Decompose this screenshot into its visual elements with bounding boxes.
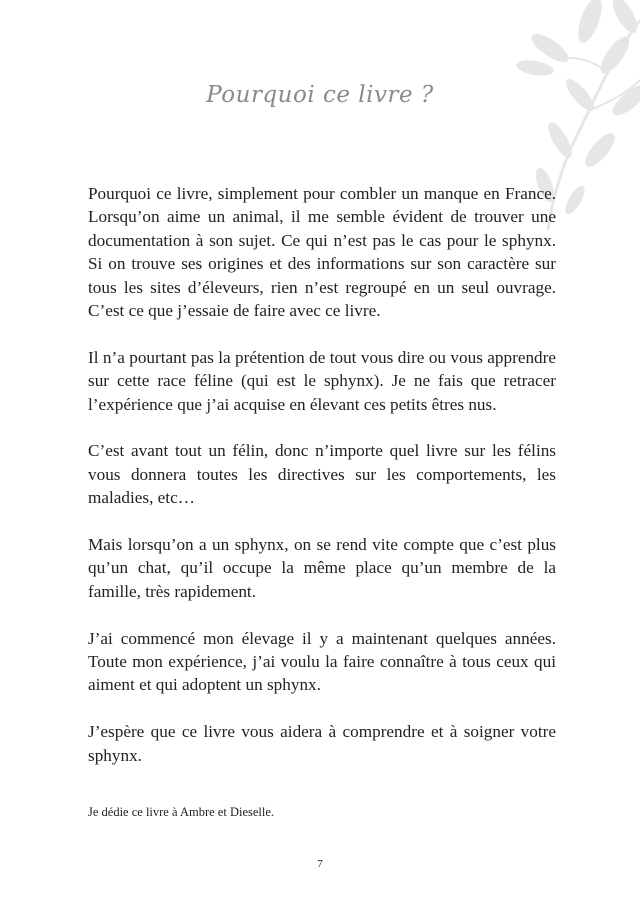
page-title: Pourquoi ce livre ? — [206, 82, 434, 108]
paragraph: J’espère que ce livre vous aidera à comprendre et à soigner votre sphynx. — [88, 722, 556, 765]
page-number: 7 — [317, 858, 323, 870]
paragraph: Il n’a pourtant pas la prétention de tout vous dire ou vous apprendre sur cette race féline (qui est le sphynx). Je ne fais que retracer l’expérience que j’ai acquise en élevant ces petits êtres nus. — [88, 347, 556, 414]
paragraph: Mais lorsqu’on a un sphynx, on se rend vite compte que c’est plus qu’un chat, qu’il occupe la même place qu’un membre de la famille, très rapidement. — [88, 535, 556, 601]
body-text — [88, 182, 556, 790]
dedication: Je dédie ce livre à Ambre et Dieselle. — [88, 805, 275, 819]
paragraph: C’est avant tout un félin, donc n’importe quel livre sur les félins vous donnera toutes les directives sur les comportements, les maladies, etc… — [88, 441, 556, 508]
paragraph: Pourquoi ce livre, simplement pour combler un manque en France. Lorsqu’on aime un animal, il me semble évident de trouver une documentation à son sujet. Ce qui n’est pas le cas pour le sphynx. Si on trouve ses origines et des informations sur son caractère sur tous les sites d’éleveurs, rien n’est regroupé en un seul ouvrage. C’est ce que j’essaie de faire avec ce livre. — [88, 184, 556, 321]
paragraph: J’ai commencé mon élevage il y a maintenant quelques années. Toute mon expérience, j’ai voulu la faire connaître à tous ceux qui aiment et qui adoptent un sphynx. — [88, 628, 556, 695]
